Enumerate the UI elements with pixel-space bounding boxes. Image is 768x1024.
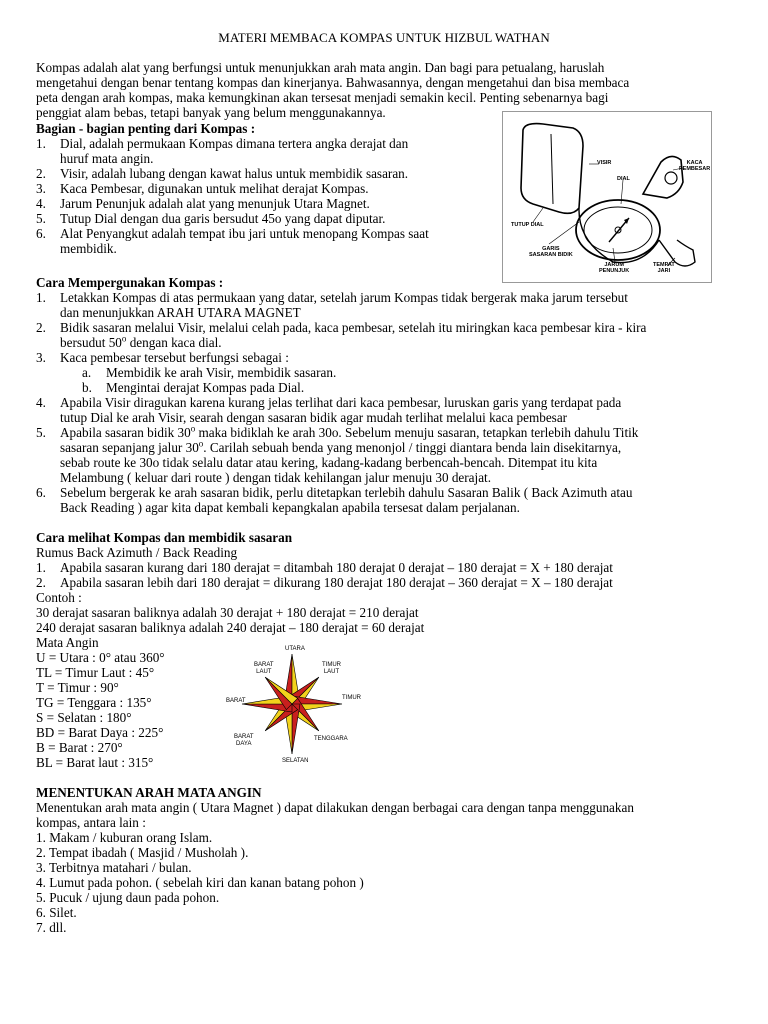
list-item: 3. Kaca pembesar tersebut berfungsi sebagai : — [36, 350, 289, 365]
list-item: 2. Tempat ibadah ( Masjid / Musholah ). — [36, 845, 249, 860]
direction-line: TG = Tenggara : 135° — [36, 695, 152, 710]
list-item: 6. Sebelum bergerak ke arah sasaran bidik, perlu ditetapkan terlebih dahulu Sasaran Balik ( Back Azimuth atau Back Reading ) agar kita dapat kembali kepangkalan apabila tersesat dalam perjalanan. — [36, 485, 633, 515]
direction-line: BD = Barat Daya : 225° — [36, 725, 164, 740]
parts-heading: Bagian - bagian penting dari Kompas : — [36, 121, 256, 136]
rose-label-selatan: SELATAN — [282, 758, 309, 764]
direction-line: B = Barat : 270° — [36, 740, 123, 755]
direction-line: U = Utara : 0° atau 360° — [36, 650, 165, 665]
jarum-penunjuk-label: JARUM PENUNJUK — [599, 262, 630, 274]
rose-label-tenggara: TENGGARA — [314, 736, 348, 742]
list-item: 1. Dial, adalah permukaan Kompas dimana tertera angka derajat dan huruf mata angin. — [36, 136, 409, 166]
dial-label: DIAL — [617, 176, 630, 182]
finding-section — [36, 785, 756, 935]
list-item: 4. Jarum Penunjuk adalah alat yang menunjuk Utara Magnet. — [36, 196, 370, 211]
finding-heading: MENENTUKAN ARAH MATA ANGIN — [36, 785, 262, 800]
list-item: 1. Makam / kuburan orang Islam. — [36, 830, 213, 845]
list-item: 5. Apabila sasaran bidik 30$^o$ maka bidiklah ke arah 30o. Sebelum menuju sasaran, tetapkan terlebih dahulu Titik sasaran sepanjang jalur 30$^o$. Carilah sebuah benda yang menonjol / tinggi diantara benda lain disekitarnya, sebab route ke 30o tidak selalu datar atau kering, kadang-kadang berbencah-bencah. Ditempat itu kita Melambung ( keluar dari route ) dengan tidak kehilangan jalur menuju 30 derajat. — [36, 423, 639, 485]
rose-label-barat-daya: BARAT DAYA — [234, 734, 254, 747]
rose-label-timur: TIMUR — [342, 695, 361, 701]
list-item: 5. Pucuk / ujung daun pada pohon. — [36, 890, 220, 905]
list-item: 3. Terbitnya matahari / bulan. — [36, 860, 192, 875]
rose-label-barat-laut: BARAT LAUT — [254, 662, 274, 675]
mata-angin-label: Mata Angin — [36, 635, 99, 650]
finding-intro-line: kompas, antara lain : — [36, 815, 146, 830]
sighting-heading: Cara melihat Kompas dan membidik sasaran — [36, 530, 293, 545]
visir-label: VISIR — [597, 160, 612, 166]
wind-rose — [222, 646, 362, 768]
compass-figure — [502, 111, 712, 283]
tempat-jari-label: TEMPAT JARI — [653, 262, 675, 274]
list-item: 6. Alat Penyangkut adalah tempat ibu jari untuk menopang Kompas saat membidik. — [36, 226, 429, 256]
rose-label-barat: BARAT — [226, 698, 246, 704]
list-item: 7. dll. — [36, 920, 67, 935]
intro-line: mengetahui dengan benar tentang kompas dan kinerjanya. Bahwasannya, dengan mengetahui dan bisa membaca — [36, 75, 630, 90]
direction-line: TL = Timur Laut : 45° — [36, 665, 155, 680]
list-item: 6. Silet. — [36, 905, 77, 920]
list-item: 5. Tutup Dial dengan dua garis bersudut 45o yang dapat diputar. — [36, 211, 386, 226]
list-item: 3. Kaca Pembesar, digunakan untuk melihat derajat Kompas. — [36, 181, 369, 196]
kaca-pembesar-label: KACA PEMBESAR — [679, 160, 711, 172]
sighting-section — [36, 530, 746, 770]
page-title: MATERI MEMBACA KOMPAS UNTUK HIZBUL WATHAN — [218, 30, 550, 45]
list-item: 1. Letakkan Kompas di atas permukaan yang datar, setelah jarum Kompas tidak bergerak maka jarum tersebut dan menunjukkan ARAH UTARA MAGNET — [36, 290, 628, 320]
list-item: 4. Apabila Visir diragukan karena kurang jelas terlihat dari kaca pembesar, luruskan garis yang terdapat pada tutup Dial ke arah Visir, searah dengan sasaran bidik agar mudah terlihat melalui kaca pembesar — [36, 395, 622, 425]
list-item: 1. Apabila sasaran kurang dari 180 derajat = ditambah 180 derajat 0 derajat – 180 derajat = X + 180 derajat — [36, 560, 613, 575]
intro-line: peta dengan arah kompas, maka kemungkinan akan tersesat menjadi semakin kecil. Penting sebenarnya bagi — [36, 90, 609, 105]
example-line: 30 derajat sasaran baliknya adalah 30 derajat + 180 derajat = 210 derajat — [36, 605, 419, 620]
list-item: 2. Visir, adalah lubang dengan kawat halus untuk membidik sasaran. — [36, 166, 409, 181]
sub-list-item: a. Membidik ke arah Visir, membidik sasaran. — [82, 365, 337, 380]
usage-heading: Cara Mempergunakan Kompas : — [36, 275, 224, 290]
finding-intro-line: Menentukan arah mata angin ( Utara Magnet ) dapat dilakukan dengan berbagai cara dengan tanpa menggunakan — [36, 800, 634, 815]
list-item: 2. Bidik sasaran melalui Visir, melalui celah pada, kaca pembesar, setelah itu miringkan kaca pembesar kira - kira bersudut 50$^o$ dengan kaca dial. — [36, 320, 647, 350]
direction-line: S = Selatan : 180° — [36, 710, 132, 725]
tutup-dial-label: TUTUP DIAL — [511, 222, 544, 228]
direction-line: BL = Barat laut : 315° — [36, 755, 154, 770]
wind-rose-star — [222, 646, 362, 768]
list-item: 4. Lumut pada pohon. ( sebelah kiri dan kanan batang pohon ) — [36, 875, 364, 890]
parts-section — [36, 121, 496, 256]
rose-label-utara: UTARA — [285, 646, 305, 652]
formula-heading: Rumus Back Azimuth / Back Reading — [36, 545, 238, 560]
example-line: 240 derajat sasaran baliknya adalah 240 derajat – 180 derajat = 60 derajat — [36, 620, 425, 635]
garis-sasaran-label: GARIS SASARAN BIDIK — [529, 246, 573, 258]
contoh-label: Contoh : — [36, 590, 82, 605]
intro-line: penggiat alam bebas, tetapi banyak yang belum menggunakannya. — [36, 105, 386, 120]
sub-list-item: b. Mengintai derajat Kompas pada Dial. — [82, 380, 305, 395]
list-item: 2. Apabila sasaran lebih dari 180 derajat = dikurang 180 derajat 180 derajat – 360 derajat = X – 180 derajat — [36, 575, 613, 590]
usage-section — [36, 275, 746, 515]
intro-line: Kompas adalah alat yang berfungsi untuk menunjukkan arah mata angin. Dan bagi para petualang, haruslah — [36, 60, 605, 75]
rose-label-timur-laut: TIMUR LAUT — [322, 662, 341, 675]
direction-line: T = Timur : 90° — [36, 680, 119, 695]
